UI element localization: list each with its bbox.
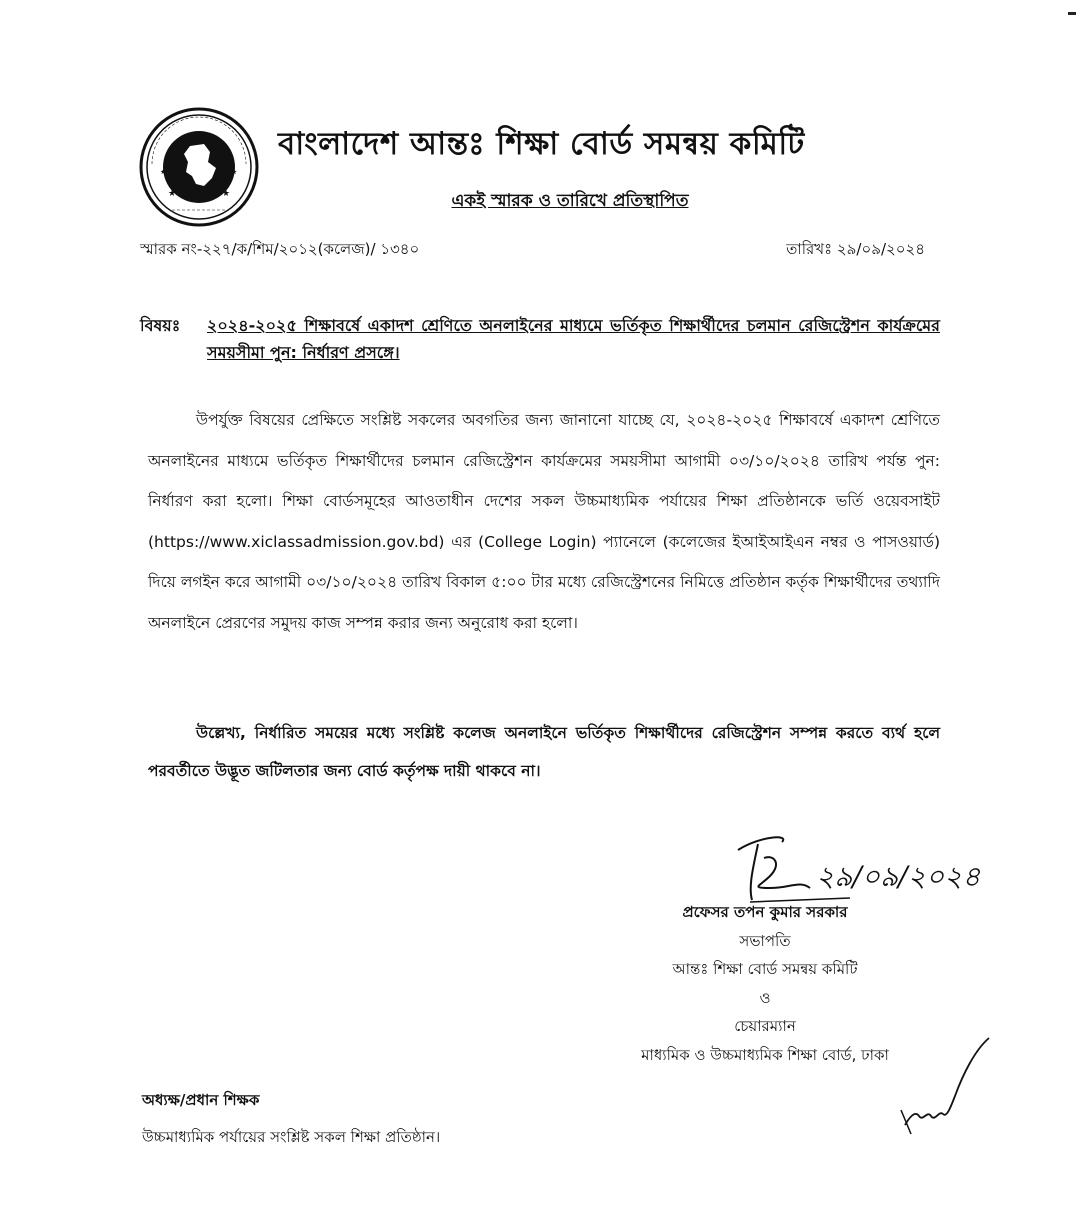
body-paragraph-2: উল্লেখ্য, নির্ধারিত সময়ের মধ্যে সংশ্লিষ্ট কলেজ অনলাইনে ভর্তিকৃত শিক্ষার্থীদের রেজিস্ট্রেশন সম্পন্ন করতে ব্যর্থ হলে পরবর্তীতে উদ্ভূত জটিলতার জন্য বোর্ড কর্তৃপক্ষ দায়ী থাকবে না। (148, 724, 940, 780)
subject-block (140, 312, 940, 366)
memo-date: তারিখঃ ২৯/০৯/২০২৪ (786, 240, 925, 258)
svg-text:★: ★ (231, 168, 238, 176)
signature-icon (730, 828, 1040, 908)
board-title: বাংলাদেশ আন্তঃ শিক্ষা বোর্ড সমন্বয় কমিটি (278, 126, 805, 162)
signatory-title-3: চেয়ারম্যান (734, 1017, 796, 1035)
svg-text:★: ★ (168, 189, 177, 199)
subject-label: বিষয়ঃ (140, 316, 181, 335)
handwritten-date: ২৯/০৯/২০২৪ (816, 860, 981, 893)
body-paragraph-1: উপর্যুক্ত বিষয়ের প্রেক্ষিতে সংশ্লিষ্ট সকলের অবগতির জন্য জানানো যাচ্ছে যে, ২০২৪-২০২৫ শিক্ষাবর্ষে একাদশ শ্রেণিতে অনলাইনের মাধ্যমে ভর্তিকৃত শিক্ষার্থীদের চলমান রেজিস্ট্রেশন কার্যক্রমের সময়সীমা আগামী ০৩/১০/২০২৪ তারিখ পর্যন্ত পুন: নির্ধারণ করা হলো। শিক্ষা বোর্ডসমূহের আওতাধীন দেশের সকল উচ্চমাধ্যমিক পর্যায়ের শিক্ষা প্রতিষ্ঠানকে ভর্তি ওয়েবসাইট (https://www.xiclassadmission.gov.bd) এর (College Login) প্যানেলে (কলেজের ইআইআইএন নম্বর ও পাসওয়ার্ড) দিয়ে লগইন করে আগামী ০৩/১০/২০২৪ তারিখ বিকাল ৫:০০ টার মধ্যে রেজিস্ট্রেশনের নিমিত্তে প্রতিষ্ঠান কর্তৃক শিক্ষার্থীদের তথ্যাদি অনলাইনে প্রেরণের সমুদয় কাজ সম্পন্ন করার জন্য অনুরোধ করা হলো। (148, 411, 940, 632)
signatory-conjunction: ও (759, 988, 771, 1007)
recipient-line-1: অধ্যক্ষ/প্রধান শিক্ষক (142, 1091, 260, 1109)
signatory-title-2: আন্তঃ শিক্ষা বোর্ড সমন্বয় কমিটি (672, 960, 858, 978)
scan-mark (1068, 12, 1076, 15)
replaced-note (0, 188, 1080, 216)
recipient-line-2: উচ্চমাধ্যমিক পর্যায়ের সংশ্লিষ্ট সকল শিক্ষা প্রতিষ্ঠান। (142, 1128, 441, 1146)
svg-text:★: ★ (222, 189, 231, 199)
signatory-name: প্রফেসর তপন কুমার সরকার (682, 903, 848, 921)
svg-text:★: ★ (160, 168, 167, 176)
recipient-block (142, 1082, 440, 1156)
signatory-block (600, 898, 930, 1069)
memo-number: স্মারক নং-২২৭/ক/শিম/২০১২(কলেজ)/ ১৩৪০ (140, 240, 420, 258)
subject-text: ২০২৪-২০২৫ শিক্ষাবর্ষে একাদশ শ্রেণিতে অনলাইনের মাধ্যমে ভর্তিকৃত শিক্ষার্থীদের চলমান রেজিস্ট্রেশন কার্যক্রমের সময়সীমা পুন: নির্ধারণ প্রসঙ্গে। (207, 316, 940, 362)
signatory-title-1: সভাপতি (739, 931, 791, 950)
signatory-title-4: মাধ্যমিক ও উচ্চমাধ্যমিক শিক্ষা বোর্ড, ঢাকা (641, 1045, 889, 1064)
replaced-note-text: একই স্মারক ও তারিখে প্রতিস্থাপিত (451, 191, 689, 211)
initials-icon (885, 1030, 995, 1140)
